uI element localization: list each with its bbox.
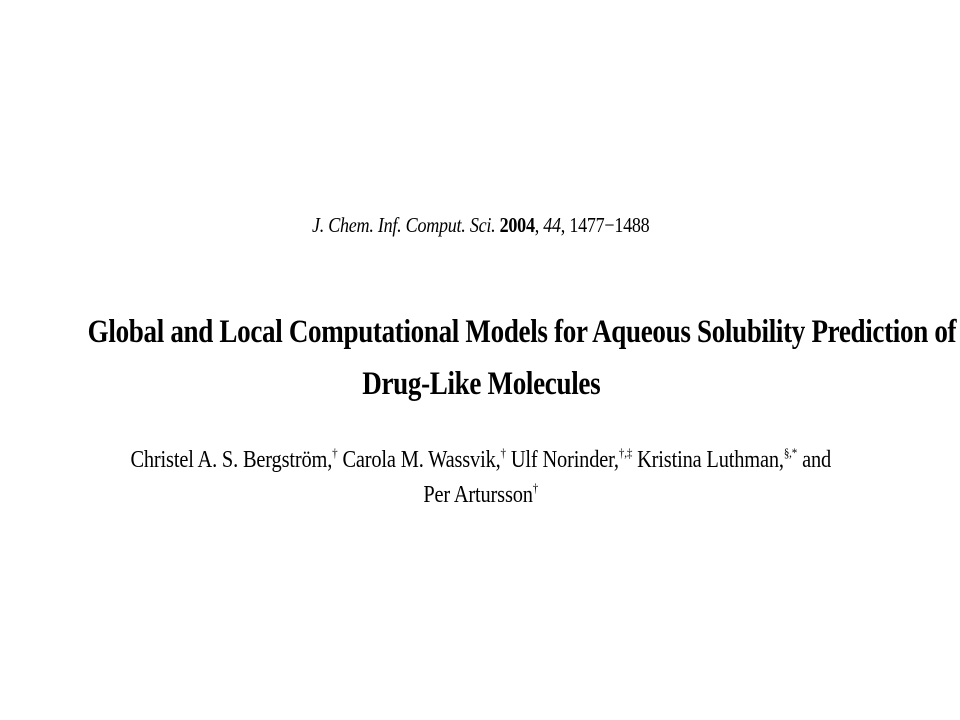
author-name: Ulf Norinder, <box>510 447 619 473</box>
paper-title <box>87 306 957 410</box>
title-line-2: Drug-Like Molecules <box>362 366 601 402</box>
citation-comma: , <box>534 213 539 237</box>
author-line-1 <box>73 443 889 478</box>
journal-name: J. Chem. Inf. Comput. Sci. <box>311 213 496 237</box>
author-name: Per Artursson <box>423 482 533 508</box>
citation-comma: , <box>560 213 566 237</box>
author-affiliation-mark: † <box>500 445 506 460</box>
author-affiliation-mark: §,* <box>783 445 798 460</box>
author-affiliation-mark: † <box>332 445 338 460</box>
author-list <box>73 443 889 513</box>
page-range: 1477−1488 <box>569 213 650 237</box>
journal-citation <box>68 213 894 238</box>
author-name: Kristina Luthman, <box>637 447 784 473</box>
author-name: Christel A. S. Bergström, <box>130 447 333 473</box>
author-name: Carola M. Wassvik, <box>342 447 501 473</box>
author-affiliation-mark: † <box>532 480 539 495</box>
publication-year: 2004 <box>499 213 535 237</box>
author-conjunction: and <box>802 447 832 473</box>
author-line-2 <box>73 478 889 513</box>
author-affiliation-mark: †,‡ <box>618 445 633 460</box>
volume-number: 44 <box>543 213 561 237</box>
title-line-1: Global and Local Computational Models for Aqueous Solubility Prediction of <box>87 314 957 350</box>
